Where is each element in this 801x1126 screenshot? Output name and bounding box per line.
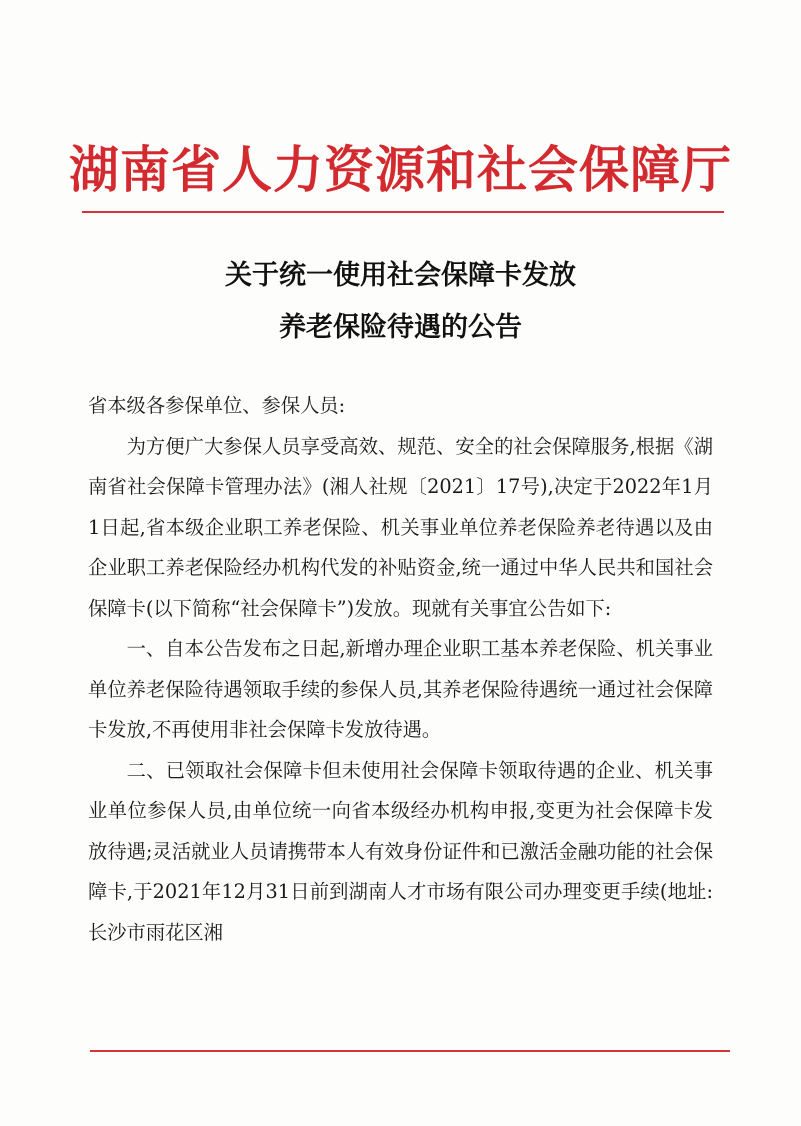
paragraph-item-1: 一、自本公告发布之日起,新增办理企业职工基本养老保险、机关事业单位养老保险待遇领取手续的参保人员,其养老保险待遇统一通过社会保障卡发放,不再使用非社会保障卡发放待遇。: [88, 637, 713, 741]
notice-title-line-2: 养老保险待遇的公告: [279, 312, 522, 343]
header-red-rule: [82, 211, 724, 213]
footer-red-rule: [90, 1050, 730, 1052]
notice-title-line-1: 关于统一使用社会保障卡发放: [225, 260, 576, 291]
paragraph-item-2: 二、已领取社会保障卡但未使用社会保障卡领取待遇的企业、机关事业单位参保人员,由单位统一向省本级经办机构申报,变更为社会保障卡发放待遇;灵活就业人员请携带本人有效身份证件和已激活金融功能的社会保障卡,于2021年12月31日前到湖南人才市场有限公司办理变更手续(地址:长沙市雨花区湘: [88, 758, 713, 944]
salutation: 省本级各参保单位、参保人员:: [88, 394, 346, 417]
notice-body: [88, 386, 713, 953]
paragraph-intro: 为方便广大参保人员享受高效、规范、安全的社会保障服务,根据《湖南省社会保障卡管理办法》(湘人社规〔2021〕17号),决定于2022年1月1日起,省本级企业职工养老保险、机关事业单位养老保险养老待遇以及由企业职工养老保险经办机构代发的补贴资金,统一通过中华人民共和国社会保障卡(以下简称“社会保障卡”)发放。现就有关事宜公告如下:: [88, 434, 713, 620]
organization-header: 湖南省人力资源和社会保障厅: [69, 140, 732, 199]
